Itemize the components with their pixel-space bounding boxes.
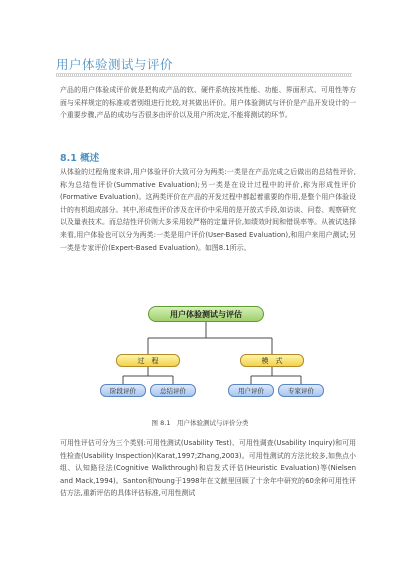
diagram-leaf-summative-evaluation: 总结评价 [150,384,196,397]
diagram-process-node: 过 程 [116,354,180,367]
diagram-leaf-expert-evaluation: 专家评价 [278,384,324,397]
closing-paragraph: 可用性评估可分为三个类别:可用性测试(Usability Test)、可用性调查(Usability Inquiry)和可用性检查(Usability Inspection)(Karat,1997;Zhang,2003)。可用性测试的方法比较多,如焦点小组、认知路径法(Cognitive Walkthrough)和启发式评估(Heuristic Evaluation)等(Nielsen and Mack,1994)。Santon和Young于1998年在文献里回顾了十余年中研究的60余种可用性评估方法,重新评估的具体评估标准,可用性测试 [60,439,356,498]
title-divider [56,73,352,77]
diagram-root-node: 用户体验测试与评估 [148,306,264,322]
diagram-mode-node: 模 式 [240,354,304,367]
figure-caption: 图 8.1 用户体验测试与评价分类 [151,419,249,427]
classification-diagram [80,298,340,410]
section-paragraph: 从体验的过程角度来讲,用户体验评价大致可分为两类:一类是在产品完成之后做出的总结性评价,称为总结性评价(Summative Evaluation);另一类是在设计过程中的评价,称为形成性评价(Formative Evaluation)。这两类评价在产品的开发过程中都起着重要的作用,是整个用户体验设计的有机组成部分。其中,形成性评价涉及在评价中采用的是开放式手段,如访谈、问卷、观察研究以及量表技术。而总结性评价则大多采用较严格的定量评价,如绩效时间和错误率等。从被试选择来看,用户体验也可以分为两类:一类是用户评价(User-Based Evaluation),和用户来用户测试;另一类是专家评价(Expert-Based Evaluation)。如图8.1所示。 [60,168,356,252]
section-heading: 8.1 概述 [60,153,100,164]
page-title: 用户体验测试与评价 [56,57,174,72]
intro-paragraph: 产品的用户体验成评价就是把构成产品的软、硬件系统按其性能、功能、界面形式、可用性等方面与采样规定的标准或者别组进行比较,对其做出评价。用户体验测试与评价是产品开发设计的一个重要步骤,产品的成功与否很多由评价以及用户所决定,不能将测试的环节。 [60,86,356,120]
diagram-leaf-stage-evaluation: 阶段评价 [100,384,146,397]
diagram-leaf-user-evaluation: 用户评价 [228,384,274,397]
